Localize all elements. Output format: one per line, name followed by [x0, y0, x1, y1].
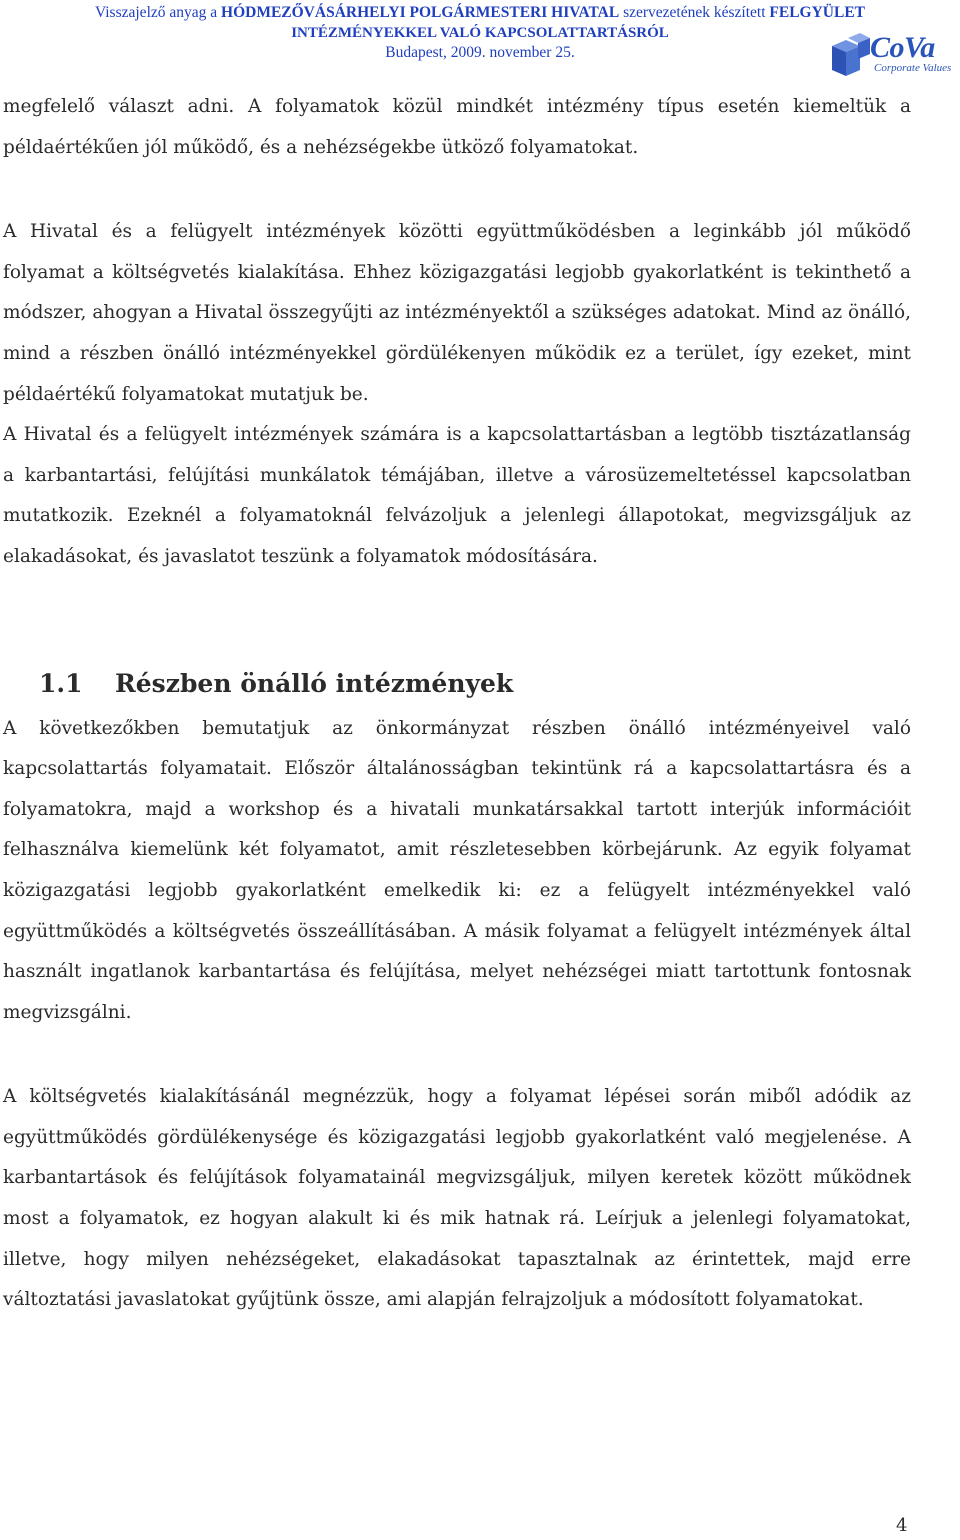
logo-tagline: Corporate Values [874, 62, 952, 74]
cova-logo [828, 32, 954, 80]
header-middle: szervezetének készített [619, 4, 770, 21]
header-line-1 [60, 4, 900, 22]
page-number: 4 [896, 1515, 908, 1536]
header-organization: HÓDMEZŐVÁSÁRHELYI POLGÁRMESTERI HIVATAL [221, 4, 620, 21]
header-line-2: INTÉZMÉNYEKKEL VALÓ KAPCSOLATTARTÁSRÓL [291, 25, 669, 41]
paragraph-4: A következőkben bemutatjuk az önkormányzat részben önálló intézményeivel való kapcsolattartás folyamatait. Először általánosságban tekintünk rá a kapcsolattartásra és a folyamatokra, majd a workshop és a hivatali munkatársakkal tartott interjúk információit felhasználva kiemelünk két folyamatot, amit részletesebben körbejárunk. Az egyik folyamat közigazgatási legjobb gyakorlatként emelkedik ki: ez a felügyelt intézményekkel való együttműködés a költségvetés összeállításában. A másik folyamat a felügyelt intézmények által használt ingatlanok karbantartása és felújítása, melyet nehézségei miatt tartottunk fontosnak megvizsgálni. [3, 717, 911, 1023]
cube-logo-icon [828, 32, 872, 80]
paragraph-2: A Hivatal és a felügyelt intézmények közötti együttműködésben a leginkább jól működő folyamat a költségvetés kialakítása. Ehhez közigazgatási legjobb gyakorlatként is tekinthető a módszer, ahogyan a Hivatal összegyűjti az intézményektől a szükséges adatokat. Mind az önálló, mind a részben önálló intézményekkel gördülékenyen működik ez a terület, így ezeket, mint példaértékű folyamatokat mutatjuk be. [3, 221, 911, 405]
page-header [0, 0, 960, 80]
section-heading [3, 659, 911, 709]
section-number: 1.1 [39, 668, 83, 698]
header-date: Budapest, 2009. november 25. [385, 44, 575, 61]
header-prefix: Visszajelző anyag a [94, 4, 222, 21]
document-body [3, 87, 911, 1321]
section-title: Részben önálló intézmények [115, 668, 514, 698]
paragraph-1: megfelelő választ adni. A folyamatok közül mindkét intézmény típus esetén kiemeltük a példaértékűen jól működő, és a nehézségekbe ütköző folyamatokat. [3, 96, 911, 158]
paragraph-5: A költségvetés kialakításánál megnézzük, hogy a folyamat lépései során miből adódik az együttműködés gördülékenysége és közigazgatási legjobb gyakorlatként való megjelenése. A karbantartások és felújítások folyamatainál megvizsgáljuk, milyen keretek között működnek most a folyamatok, ez hogyan alakult ki és mik hatnak rá. Leírjuk a jelenlegi folyamatokat, illetve, hogy milyen nehézségeket, elakadásokat tapasztalnak az érintettek, majd erre változtatási javaslatokat gyűjtünk össze, ami alapján felrajzoljuk a módosított folyamatokat. [3, 1086, 911, 1311]
logo-brand: CoVa [870, 31, 935, 64]
paragraph-3: A Hivatal és a felügyelt intézmények számára is a kapcsolattartásban a legtöbb tisztázatlanság a karbantartási, felújítási munkálatok témájában, illetve a városüzemeltetéssel kapcsolatban mutatkozik. Ezeknél a folyamatoknál felvázoljuk a jelenlegi állapotokat, megvizsgáljuk az elakadásokat, és javaslatot teszünk a folyamatok módosítására. [3, 424, 911, 567]
header-suffix: FELGYÜLET [769, 4, 866, 21]
